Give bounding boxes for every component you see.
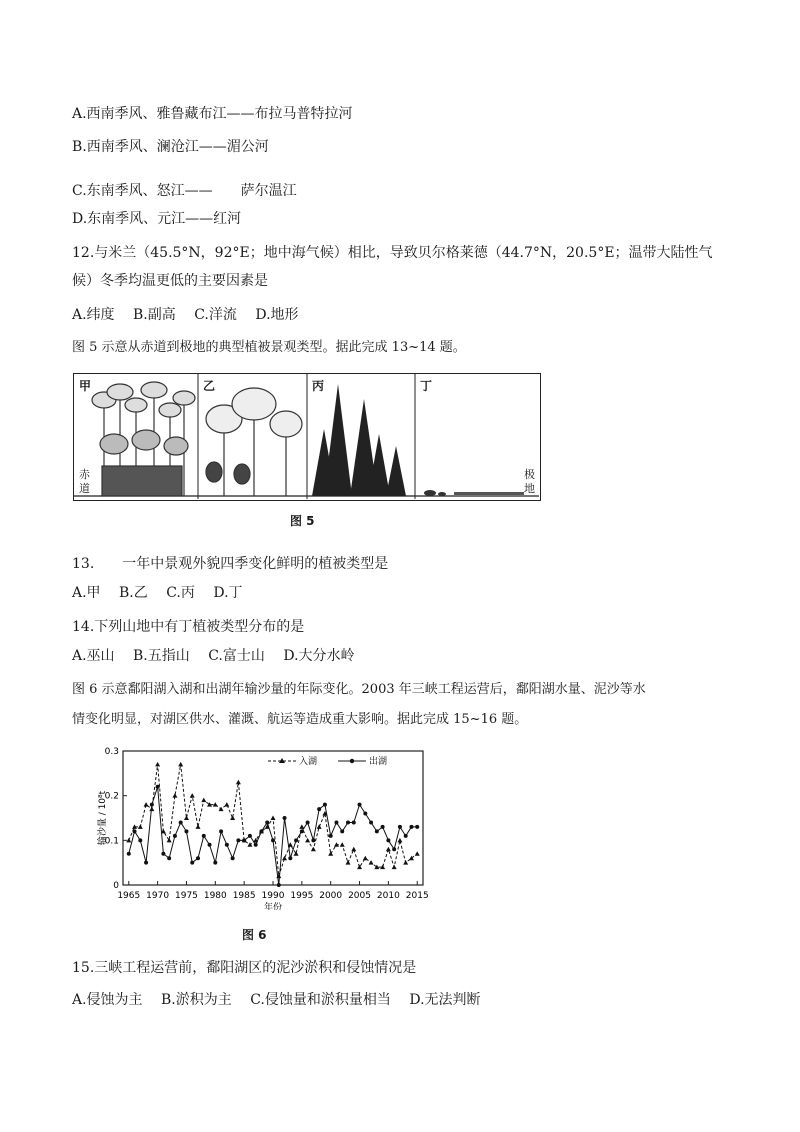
outflow-point <box>161 852 165 856</box>
intro-15-16-line1: 图 6 示意鄱阳湖入湖和出湖年输沙量的年际变化。2003 年三峡工程运营后，鄱阳湖水量、泥沙等水 <box>72 682 646 697</box>
inflow-point <box>397 838 402 843</box>
outflow-point <box>392 847 396 851</box>
inflow-point <box>155 762 160 767</box>
outflow-point <box>271 838 275 842</box>
inflow-point <box>201 798 206 803</box>
pole-label-1: 极 <box>524 468 535 481</box>
outflow-point <box>409 825 413 829</box>
panel-label-bing: 丙 <box>312 379 325 393</box>
q14-option-b: B.五指山 <box>133 648 190 664</box>
x-tick-label: 2015 <box>405 891 429 901</box>
inflow-point <box>138 824 143 829</box>
inflow-point <box>184 816 189 821</box>
outflow-point <box>259 829 263 833</box>
figure-5-caption: 图 5 <box>290 514 315 528</box>
outflow-point <box>231 856 235 860</box>
q15-options <box>72 990 495 1010</box>
inflow-point <box>236 780 241 785</box>
outflow-point <box>196 856 200 860</box>
outflow-point <box>225 843 229 847</box>
equator-label-1: 赤 <box>79 468 90 481</box>
x-axis-label: 年份 <box>263 903 283 910</box>
outflow-point <box>138 838 142 842</box>
q15-option-c: C.侵蚀量和淤积量相当 <box>250 992 391 1008</box>
outflow-point <box>300 829 304 833</box>
inflow-point <box>224 802 229 807</box>
outflow-point <box>144 861 148 865</box>
outflow-point <box>329 834 333 838</box>
tundra-vegetation <box>424 490 524 496</box>
x-tick-label: 1975 <box>175 891 198 901</box>
x-tick-label: 1990 <box>261 891 285 901</box>
q15-option-d: D.无法判断 <box>409 992 481 1008</box>
inflow-point <box>282 856 287 861</box>
outflow-point <box>294 838 298 842</box>
x-tick-label: 2010 <box>376 891 400 901</box>
y-axis-label: 输沙量 / 10⁸t <box>98 790 108 846</box>
q13-option-a: A.甲 <box>72 585 101 601</box>
outflow-point <box>306 820 310 824</box>
q13-option-c: C.丙 <box>166 585 195 601</box>
q11-option-d: D.东南季风、元江——红河 <box>72 211 242 227</box>
inflow-point <box>363 856 368 861</box>
q14-option-c: C.富士山 <box>208 648 265 664</box>
x-tick-label: 2005 <box>348 891 371 901</box>
outflow-point <box>381 825 385 829</box>
x-tick-label: 2000 <box>319 891 343 901</box>
panel-label-yi: 乙 <box>203 379 216 393</box>
outflow-point <box>363 812 367 816</box>
q14-stem: 14.下列山地中有丁植被类型分布的是 <box>72 619 305 635</box>
inflow-point <box>196 824 201 829</box>
y-tick-label: 0.3 <box>104 747 119 757</box>
inflow-point <box>172 793 177 798</box>
outflow-point <box>323 803 327 807</box>
outflow-point <box>167 856 171 860</box>
outflow-point <box>179 820 183 824</box>
outflow-point <box>369 820 373 824</box>
outflow-point <box>317 807 321 811</box>
inflow-point <box>392 865 397 870</box>
q13-stem: 13. 一年中景观外貌四季变化鲜明的植被类型是 <box>72 556 389 572</box>
inflow-point <box>403 860 408 865</box>
outflow-point <box>386 838 390 842</box>
q14-option-a: A.巫山 <box>72 648 115 664</box>
q13-option-b: B.乙 <box>119 585 148 601</box>
inflow-point <box>230 816 235 821</box>
outflow-point <box>334 820 338 824</box>
coniferous-forest-trees <box>312 384 406 496</box>
outflow-point <box>283 816 287 820</box>
q12-stem-line2: 候）冬季均温更低的主要因素是 <box>72 273 268 289</box>
inflow-point <box>340 842 345 847</box>
outflow-point <box>415 825 419 829</box>
outflow-point <box>288 856 292 860</box>
q12-stem-line1: 12.与米兰（45.5°N，92°E；地中海气候）相比，导致贝尔格莱德（44.7°N，20.5°E；温带大陆性气 <box>72 245 713 261</box>
outflow-point <box>254 843 258 847</box>
inflow-point <box>386 847 391 852</box>
outflow-point <box>190 861 194 865</box>
inflow-point <box>317 824 322 829</box>
inflow-point <box>126 838 131 843</box>
inflow-point <box>219 807 224 812</box>
outflow-point <box>127 852 131 856</box>
broadleaf-deciduous-trees <box>206 388 302 496</box>
figure-6-caption: 图 6 <box>242 928 267 942</box>
inflow-point <box>351 847 356 852</box>
y-tick-label: 0.2 <box>104 791 119 802</box>
x-tick-label: 1985 <box>232 891 256 901</box>
outflow-point <box>404 834 408 838</box>
x-tick-label: 1965 <box>117 891 141 901</box>
outflow-point <box>236 838 240 842</box>
outflow-point <box>248 834 252 838</box>
q11-option-c: C.东南季风、怒江—— 萨尔温江 <box>72 183 297 199</box>
outflow-point <box>311 838 315 842</box>
x-tick-label: 1995 <box>290 891 314 901</box>
q14-option-d: D.大分水岭 <box>283 648 355 664</box>
series-line-inflow <box>129 764 417 876</box>
inflow-point <box>178 762 183 767</box>
outflow-point <box>346 820 350 824</box>
q12-option-b: B.副高 <box>133 307 176 323</box>
series-line-outflow <box>129 787 417 885</box>
legend-outflow-label: 出湖 <box>369 757 388 767</box>
q12-option-c: C.洋流 <box>194 307 237 323</box>
q15-option-b: B.淤积为主 <box>161 992 232 1008</box>
vegetation-illustration <box>74 374 539 499</box>
pole-label-2: 地 <box>524 482 535 495</box>
q12-options <box>72 305 313 325</box>
inflow-point <box>415 851 420 856</box>
outflow-point <box>375 829 379 833</box>
q11-option-b: B.西南季风、澜沧江——湄公河 <box>72 139 269 155</box>
inflow-point <box>346 860 351 865</box>
panel-label-jia: 甲 <box>79 379 92 393</box>
inflow-point <box>271 816 276 821</box>
equator-label-2: 道 <box>79 482 90 495</box>
q14-options <box>72 646 369 666</box>
tropical-rainforest-trees <box>92 382 195 496</box>
outflow-point <box>150 803 154 807</box>
outflow-point <box>358 803 362 807</box>
y-tick-label: 0.1 <box>104 836 119 847</box>
outflow-point <box>277 883 281 887</box>
outflow-point <box>265 820 269 824</box>
q11-option-a: A.西南季风、雅鲁藏布江——布拉马普特拉河 <box>72 106 353 122</box>
figure-5-vegetation <box>73 373 541 501</box>
q13-option-d: D.丁 <box>213 585 243 601</box>
legend-outflow-marker <box>350 759 354 763</box>
y-tick-label: 0 <box>113 881 119 891</box>
q13-options <box>72 583 257 603</box>
outflow-point <box>156 785 160 789</box>
x-tick-label: 1980 <box>203 891 227 901</box>
outflow-point <box>219 829 223 833</box>
figure-6-sediment-chart <box>95 745 430 910</box>
outflow-point <box>184 829 188 833</box>
inflow-point <box>190 793 195 798</box>
intro-15-16-line2: 情变化明显，对湖区供水、灌溉、航运等造成重大影响。据此完成 15~16 题。 <box>72 712 528 727</box>
outflow-point <box>398 825 402 829</box>
q12-option-a: A.纬度 <box>72 307 115 323</box>
q15-option-a: A.侵蚀为主 <box>72 992 143 1008</box>
q12-option-d: D.地形 <box>255 307 299 323</box>
outflow-point <box>173 834 177 838</box>
x-tick-label: 1970 <box>146 891 170 901</box>
inflow-point <box>247 842 252 847</box>
q15-stem: 15.三峡工程运营前，鄱阳湖区的泥沙淤积和侵蚀情况是 <box>72 960 417 976</box>
outflow-point <box>242 838 246 842</box>
outflow-point <box>340 829 344 833</box>
inflow-point <box>144 802 149 807</box>
legend-inflow-label: 入湖 <box>299 757 318 767</box>
panel-label-ding: 丁 <box>420 379 433 393</box>
outflow-point <box>352 820 356 824</box>
inflow-point <box>305 838 310 843</box>
intro-13-14: 图 5 示意从赤道到极地的典型植被景观类型。据此完成 13~14 题。 <box>72 340 466 355</box>
inflow-point <box>369 860 374 865</box>
outflow-point <box>133 829 137 833</box>
outflow-point <box>208 843 212 847</box>
outflow-point <box>202 834 206 838</box>
outflow-point <box>213 861 217 865</box>
sediment-line-chart <box>95 745 430 910</box>
inflow-point <box>311 847 316 852</box>
